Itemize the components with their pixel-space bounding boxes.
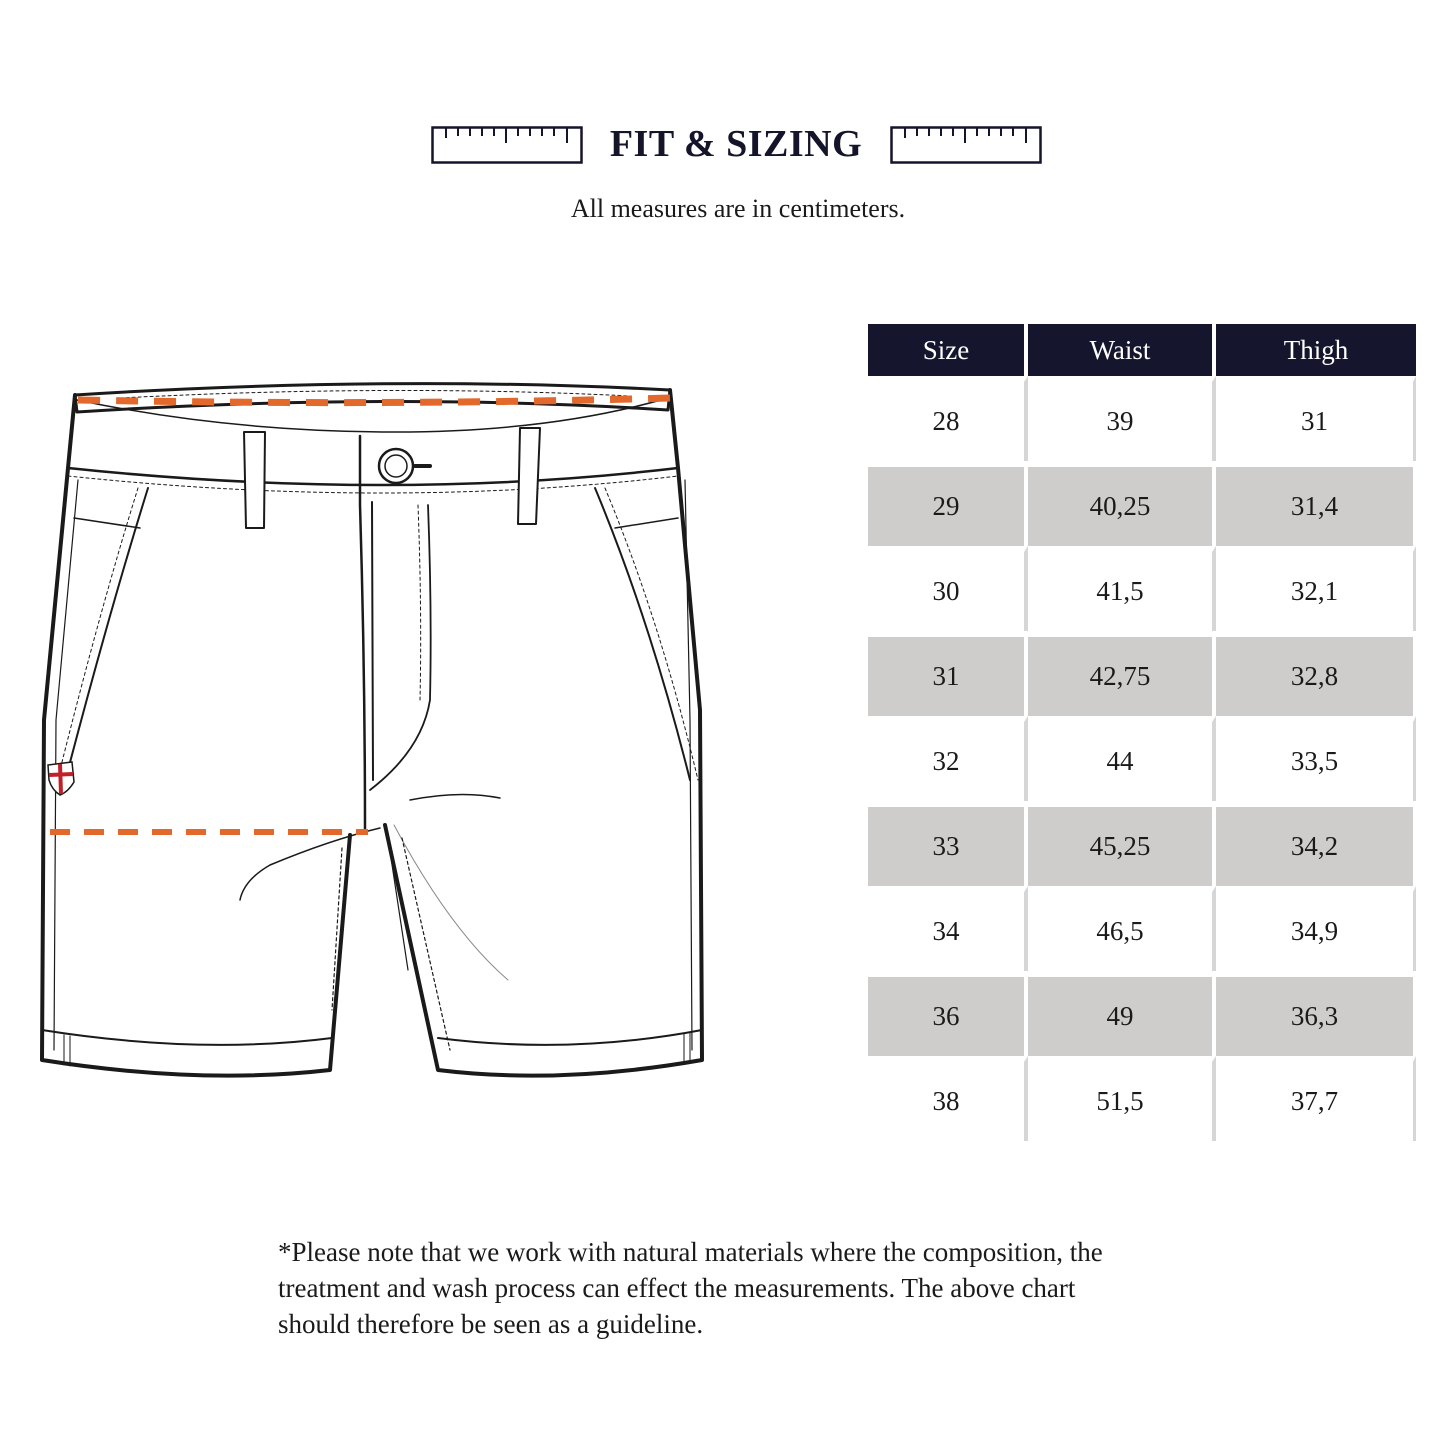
table-row [868, 1056, 1416, 1141]
table-row [868, 546, 1416, 631]
column-header-size: Size [868, 324, 1028, 376]
waist-cell: 44 [1028, 716, 1216, 801]
shield-badge-icon [48, 762, 74, 795]
table-row [868, 461, 1416, 546]
size-cell: 36 [868, 971, 1028, 1056]
size-cell: 32 [868, 716, 1028, 801]
thigh-cell: 32,1 [1216, 546, 1416, 631]
thigh-cell: 36,3 [1216, 971, 1416, 1056]
table-header-row [868, 324, 1416, 376]
table-row [868, 886, 1416, 971]
size-cell: 28 [868, 376, 1028, 461]
note-line: treatment and wash process can effect the measurements. The above chart [278, 1273, 1076, 1303]
ruler-icon [431, 126, 583, 164]
column-header-thigh: Thigh [1216, 324, 1416, 376]
thigh-cell: 31 [1216, 376, 1416, 461]
thigh-cell: 34,9 [1216, 886, 1416, 971]
size-cell: 30 [868, 546, 1028, 631]
size-cell: 31 [868, 631, 1028, 716]
table-row [868, 971, 1416, 1056]
waist-cell: 49 [1028, 971, 1216, 1056]
size-cell: 34 [868, 886, 1028, 971]
waist-cell: 39 [1028, 376, 1216, 461]
waist-cell: 51,5 [1028, 1056, 1216, 1141]
table-row [868, 376, 1416, 461]
size-chart-table [868, 324, 1416, 1141]
note-line: *Please note that we work with natural materials where the composition, the [278, 1237, 1103, 1267]
units-subtitle: All measures are in centimeters. [570, 194, 906, 223]
page-title: FIT & SIZING [609, 123, 863, 165]
waist-cell: 40,25 [1028, 461, 1216, 546]
table-row [868, 801, 1416, 886]
table-row [868, 716, 1416, 801]
waist-cell: 45,25 [1028, 801, 1216, 886]
thigh-cell: 33,5 [1216, 716, 1416, 801]
waist-cell: 41,5 [1028, 546, 1216, 631]
shorts-illustration [30, 370, 720, 1090]
column-header-waist: Waist [1028, 324, 1216, 376]
size-cell: 38 [868, 1056, 1028, 1141]
table-row [868, 631, 1416, 716]
size-cell: 33 [868, 801, 1028, 886]
disclaimer-note [278, 1234, 1218, 1342]
thigh-cell: 34,2 [1216, 801, 1416, 886]
size-cell: 29 [868, 461, 1028, 546]
thigh-cell: 31,4 [1216, 461, 1416, 546]
note-line: should therefore be seen as a guideline. [278, 1309, 704, 1339]
ruler-icon [890, 126, 1042, 164]
thigh-cell: 32,8 [1216, 631, 1416, 716]
waist-cell: 46,5 [1028, 886, 1216, 971]
waist-cell: 42,75 [1028, 631, 1216, 716]
thigh-cell: 37,7 [1216, 1056, 1416, 1141]
